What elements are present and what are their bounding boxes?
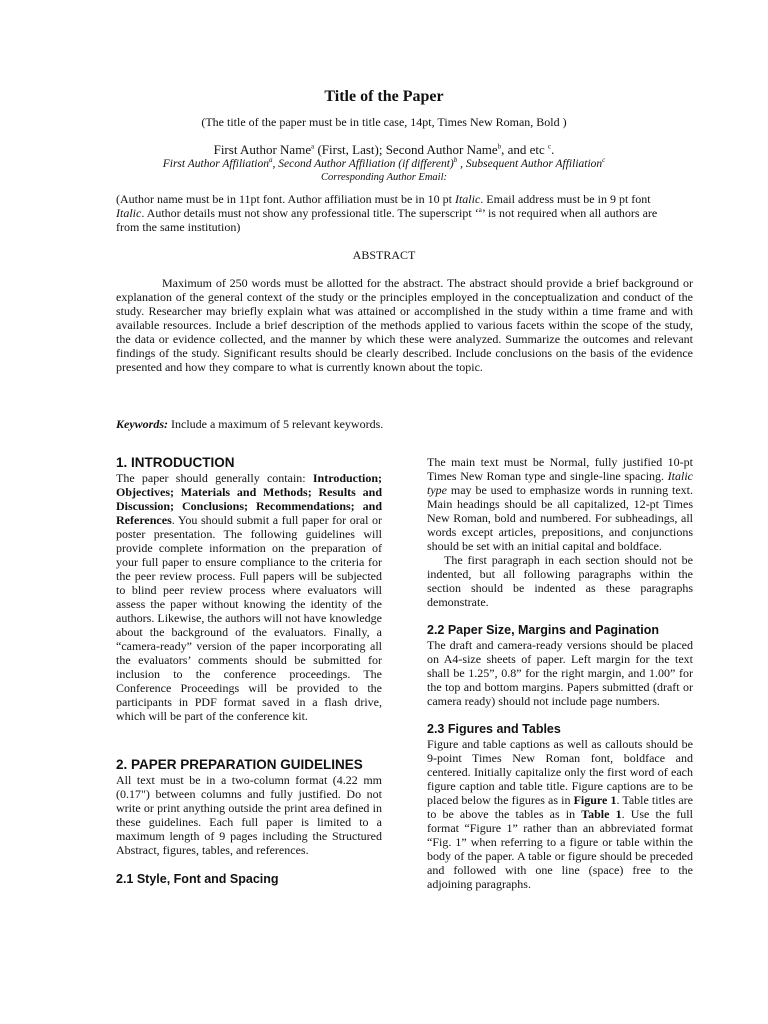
title-note: (The title of the paper must be in title case, 14pt, Times New Roman, Bold ) bbox=[201, 115, 567, 129]
paper-title: Title of the Paper bbox=[324, 88, 444, 105]
keywords-text: Include a maximum of 5 relevant keywords. bbox=[168, 417, 384, 431]
subsection-heading-paper-size: 2.2 Paper Size, Margins and Pagination bbox=[427, 623, 660, 637]
left-column bbox=[116, 455, 382, 887]
author-line: First Author Name$^a$ (First, Last); Second Author Name$^b$, and etc $^c$. bbox=[213, 142, 555, 157]
figures-text: Figure and table captions as well as callouts should be 9-point Times New Roman font, boldface and centered. Initially capitalize only the first word of each figure caption and table title. Figure captions are to be placed below the figures as in Figure 1. Table titles are to be above the tables as in Table 1. Use the full format “Figure 1” rather than an abbreviated format “Fig. 1” when referring to a figure or table within the body of the paper. A table or figure should be preceded and followed with one line (space) free to the adjoining paragraphs. bbox=[427, 737, 693, 891]
guidelines-text: All text must be in a two-column format (4.22 mm (0.17") between columns and fully justified. Do not write or print anything outside the print area defined in these guidelines. Each full paper is limited to a maximum length of 9 pages including the Structured Abstract, figures, tables, and references. bbox=[116, 773, 382, 857]
subsection-heading-figures: 2.3 Figures and Tables bbox=[427, 722, 561, 736]
style-text-paragraph-2: The first paragraph in each section should not be indented, but all following paragraphs within the section should be indented as these paragraphs demonstrate. bbox=[427, 553, 693, 609]
right-column bbox=[427, 455, 693, 891]
style-text-paragraph-1: The main text must be Normal, fully justified 10-pt Times New Roman type and single-line spacing. Italic type may be used to emphasize words in running text. Main headings should be all capitalized, 12-pt Times New Roman, bold and numbered. For subheadings, all words except articles, prepositions, and conjunctions should be set with an initial capital and boldface. bbox=[427, 455, 693, 553]
introduction-text: The paper should generally contain: Introduction; Objectives; Materials and Methods; Results and Discussion; Conclusions; Recommendations; and References. You should submit a full paper for oral or poster presentation. The following guidelines will provide complete information on the preparation of your full paper to ensure compliance to the criteria for the peer review process. Full papers will be subjected to blind peer review process where evaluators will assess the paper without knowing the identity of the authors. Likewise, the authors will not have knowledge about the background of the evaluators. Finally, a “camera-ready” version of the paper incorporating all the evaluators’ comments should be submitted for inclusion to the conference proceedings. The Conference Proceedings will be provided to the participants in PDF format saved in a flash drive, which will be part of the conference kit. bbox=[116, 471, 382, 723]
subsection-heading-style: 2.1 Style, Font and Spacing bbox=[116, 872, 279, 886]
corresponding-email: Corresponding Author Email: bbox=[320, 172, 447, 183]
first-author: First Author Name bbox=[213, 142, 312, 157]
affiliation-line: First Author Affiliation$^a$, Second Author Affiliation (if different)$^b$ , Subsequent Author Affiliation$^c$ bbox=[162, 156, 606, 170]
abstract-text: Maximum of 250 words must be allotted for the abstract. The abstract should provide a brief background or explanation of the general context of the study or the principles employed in the conceptualization and conduct of the study. Researcher may briefly explain what was attained or accomplished in the study within a time frame and with available resources. Include a brief description of the methods applied to various facets within the scope of the study, the data or evidence collected, and the manner by which these were analyzed. Summarize the outcomes and relevant findings of the study. Significant results should be clearly described. Include conclusions on the basis of the evidence presented and how they compare to what is currently known about the topic. bbox=[116, 276, 693, 374]
author-format-note: (Author name must be in 11pt font. Author affiliation must be in 10 pt Italic. Email address must be in 9 pt font Italic. Author details must not show any professional title. The superscript ‘$^a$’ is not required when all authors are from the same institution) bbox=[116, 192, 658, 234]
keywords-label: Keywords: bbox=[116, 417, 168, 431]
abstract-heading: ABSTRACT bbox=[352, 248, 416, 262]
keywords bbox=[116, 417, 693, 431]
section-heading-guidelines: 2. PAPER PREPARATION GUIDELINES bbox=[116, 757, 363, 772]
paper-size-text: The draft and camera-ready versions should be placed on A4-size sheets of paper. Left margin for the text shall be 1.25”, 0.8” for the right margin, and 1.00” for the top and bottom margins. Papers submitted (draft or camera ready) should not include page numbers. bbox=[427, 638, 693, 708]
section-heading-introduction: 1. INTRODUCTION bbox=[116, 455, 235, 470]
